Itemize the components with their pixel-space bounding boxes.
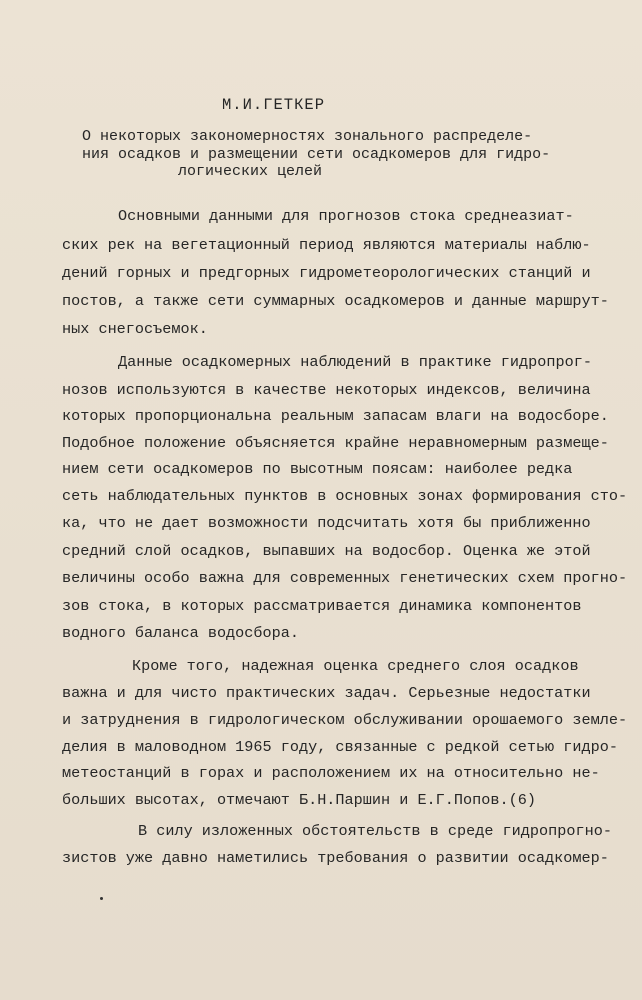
body-line-1: Основными данными для прогнозов стока среднеазиат-: [118, 207, 574, 225]
body-line-17: Кроме того, надежная оценка среднего слоя осадков: [132, 657, 579, 675]
ink-speck: [100, 897, 103, 900]
body-line-7: нозов используются в качестве некоторых индексов, величина: [62, 381, 591, 399]
body-line-10: нием сети осадкомеров по высотным поясам: наиболее редка: [62, 460, 573, 478]
author-name: М.И.ГЕТКЕР: [222, 96, 326, 114]
body-line-24: зистов уже давно наметились требования о развитии осадкомер-: [62, 849, 609, 867]
body-line-4: постов, а также сети суммарных осадкомеров и данные маршрут-: [62, 292, 609, 310]
body-line-3: дений горных и предгорных гидрометеорологических станций и: [62, 264, 591, 282]
body-line-8: которых пропорциональна реальным запасам влаги на водосборе.: [62, 407, 609, 425]
title-line-1: О некоторых закономерностях зонального распределе-: [82, 128, 533, 145]
body-line-22: больших высотах, отмечают Б.Н.Паршин и Е.Г.Попов.(6): [62, 791, 536, 809]
body-line-12: ка, что не дает возможности подсчитать хотя бы приближенно: [62, 514, 591, 532]
body-line-15: зов стока, в которых рассматривается динамика компонентов: [62, 597, 582, 615]
body-line-6: Данные осадкомерных наблюдений в практике гидропрог-: [118, 353, 592, 371]
body-line-18: важна и для чисто практических задач. Серьезные недостатки: [62, 684, 591, 702]
body-line-9: Подобное положение объясняется крайне неравномерным размеще-: [62, 434, 609, 452]
title-line-2: ния осадков и размещении сети осадкомеров для гидро-: [82, 146, 551, 163]
body-line-20: делия в маловодном 1965 году, связанные с редкой сетью гидро-: [62, 738, 618, 756]
body-line-16: водного баланса водосбора.: [62, 624, 299, 642]
body-line-23: В силу изложенных обстоятельств в среде гидропрогно-: [138, 822, 612, 840]
body-line-5: ных снегосъемок.: [62, 320, 208, 338]
title-line-3: логических целей: [178, 163, 323, 180]
body-line-2: ских рек на вегетационный период являются материалы наблю-: [62, 236, 591, 254]
body-line-14: величины особо важна для современных генетических схем прогно-: [62, 569, 628, 587]
body-line-13: средний слой осадков, выпавших на водосбор. Оценка же этой: [62, 542, 591, 560]
body-line-21: метеостанций в горах и расположением их на относительно не-: [62, 764, 600, 782]
body-line-19: и затруднения в гидрологическом обслуживании орошаемого земле-: [62, 711, 628, 729]
body-line-11: сеть наблюдательных пунктов в основных зонах формирования сто-: [62, 487, 628, 505]
